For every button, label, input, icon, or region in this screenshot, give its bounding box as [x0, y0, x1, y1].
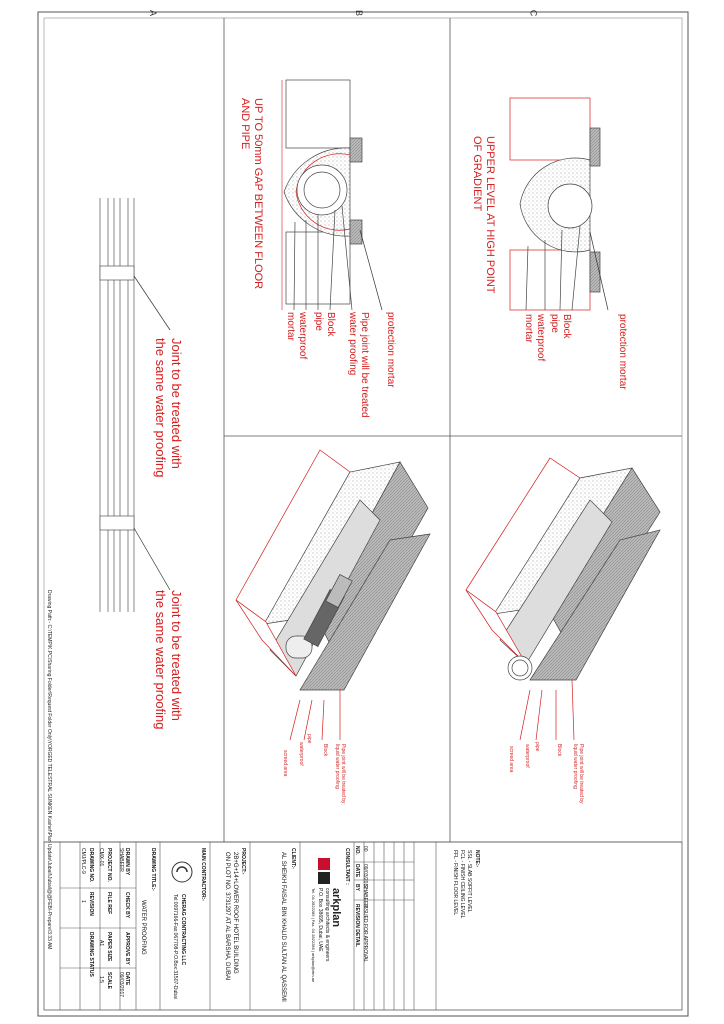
drawing-path: Drawing Path:- C:\TEMP\K.PC\Sharing Folder\Request Folder Only\YORGED TELESTRAL SUNKEN Kashef\Plan Update\Jubail\Jubail@@FEB\-Prepare\3:33 AM: [46, 590, 52, 950]
approve-by-label: APPROVE BY: [124, 932, 130, 965]
drawing-no: CMJ/PLC-9: [80, 848, 86, 874]
consultant-tel: Tel. 04 2822285 | Fax. 04 2822286 | arkplan@eim.ae: [311, 888, 316, 983]
iso-b: [236, 450, 430, 740]
contractor-label: MAIN CONTRACTOR:-: [200, 848, 206, 901]
project-line-2: ON PLOT NO. 3731297 AT AL BARSHA, DUBAI: [224, 852, 230, 981]
iso-c-block-label: Block: [556, 744, 562, 757]
joint-label-2: Joint to be treated with the same water proofing: [153, 590, 184, 730]
date-label: DATE: [124, 972, 130, 986]
check-by-label: CHECK BY: [124, 892, 130, 919]
label-block-pipe-c: Block pipe: [549, 314, 572, 339]
revision-value: 1: [80, 900, 86, 903]
project-no-label: PROJECT NO.: [106, 848, 112, 882]
note-1: SSL - SLAB SOFFIT LEVEL: [466, 850, 472, 913]
label-pipe-joint-b: Pipe joint will be treated water proofing: [347, 312, 370, 418]
paper-size: A1: [98, 940, 104, 947]
consultant-sub: consulting architects & engineers: [324, 888, 330, 962]
grid-letter-c: C: [528, 9, 539, 17]
scale-value: 1:5: [98, 976, 104, 983]
status-label: DRAWING STATUS: [88, 932, 94, 977]
revision-label: REVISION: [88, 892, 94, 916]
date-value: 09/03/2017: [118, 972, 124, 998]
iso-b-block-label: Block: [322, 744, 328, 757]
rev-head-by: BY: [354, 884, 360, 891]
project-no: CMX-01: [98, 848, 104, 867]
label-protection-mortar-b: protection mortar: [385, 312, 396, 388]
drawing-title-label: DRAWING TITLE:-: [150, 848, 156, 891]
notes-title: NOTE:-: [474, 850, 480, 868]
iso-b-screed-label: screed area: [282, 750, 288, 777]
iso-c-waterproof-label: waterproof: [524, 744, 530, 768]
section-b: [282, 80, 382, 310]
gradient-label: UPPER LEVEL AT HIGH POINT OF GRADIENT: [471, 136, 496, 294]
contractor-addr: Tel:0097166-Fax:067708-P.O.Box:31507-Dubai: [172, 894, 178, 999]
label-protection-mortar-c: protection mortar: [617, 314, 628, 390]
grid-letter-a: A: [148, 9, 159, 17]
joint-label-1: Joint to be treated with the same water proofing: [153, 338, 184, 478]
project-line-1: 2B+G+14+LOWER ROOF HOTEL BUILDING: [232, 852, 238, 974]
file-ref-label: FILE REF: [106, 892, 112, 915]
consultant-label: CONSULTANT :: [344, 848, 350, 885]
client-label: CLIENT:-: [290, 848, 296, 869]
iso-b-waterproof-label: waterproof: [298, 742, 304, 766]
rev-no-0: 00: [362, 846, 368, 852]
iso-b-pipe-joint-label: Pipe joint will be treated by liquid water proofing: [334, 744, 346, 804]
iso-c-pipe-joint-label: Pipe joint will be treated by liquid water proofing: [572, 744, 584, 804]
iso-c-pipe-label: pipe: [534, 742, 540, 752]
rev-head-detail: REVISION DETAIL: [354, 904, 360, 947]
grid-letter-b: B: [354, 9, 365, 17]
drawn-by-label: DRAWN BY: [124, 848, 130, 876]
rev-head-no: NO.: [354, 846, 360, 855]
note-2: FCL - FINISH CEILING LEVEL: [459, 850, 465, 919]
rev-head-date: DATE: [354, 864, 360, 878]
consultant-addr: P.O. Box 38695, Dubai, UAE: [317, 888, 323, 952]
rev-by-0: SHABEER: [362, 884, 368, 908]
rev-date-0: 09/03/2017: [362, 864, 368, 890]
scale-label: SCALE: [106, 972, 112, 989]
contractor-logo: [172, 862, 192, 882]
consultant-name: arkplan: [330, 888, 342, 928]
drawn-by: SHABEER: [118, 848, 124, 872]
label-waterproof-mortar-c: waterproof mortar: [523, 314, 546, 362]
paper-size-label: PAPER SIZE: [106, 932, 112, 962]
iso-c: [466, 458, 660, 740]
consultant-logo: [318, 858, 330, 884]
note-3: FFL - FINISH FLOOR LEVEL: [452, 850, 458, 916]
rev-detail-0: ISSUED FOR APPROVAL: [362, 904, 368, 963]
section-c: [510, 98, 608, 310]
gap-label: UP TO 50mm GAP BETWEEN FLOOR AND PIPE: [239, 98, 264, 290]
iso-c-screed-label: screed area: [508, 746, 514, 773]
drawing-no-label: DRAWING NO.: [88, 848, 94, 883]
contractor-name: CHERAG CONTRACTING LLC: [180, 894, 186, 966]
project-label: PROJECT:-: [240, 848, 246, 875]
drawing-title: WATER PROOFING: [140, 900, 146, 955]
label-block-pipe-b: Block pipe: [313, 312, 336, 337]
label-waterproof-mortar-b: waterproof mortar: [285, 312, 308, 360]
client-name: AL SHEIKH FAISAL BIN KHALID SULTAN AL QASSEMI: [280, 852, 286, 1002]
iso-b-pipe-label: pipe: [306, 734, 312, 744]
